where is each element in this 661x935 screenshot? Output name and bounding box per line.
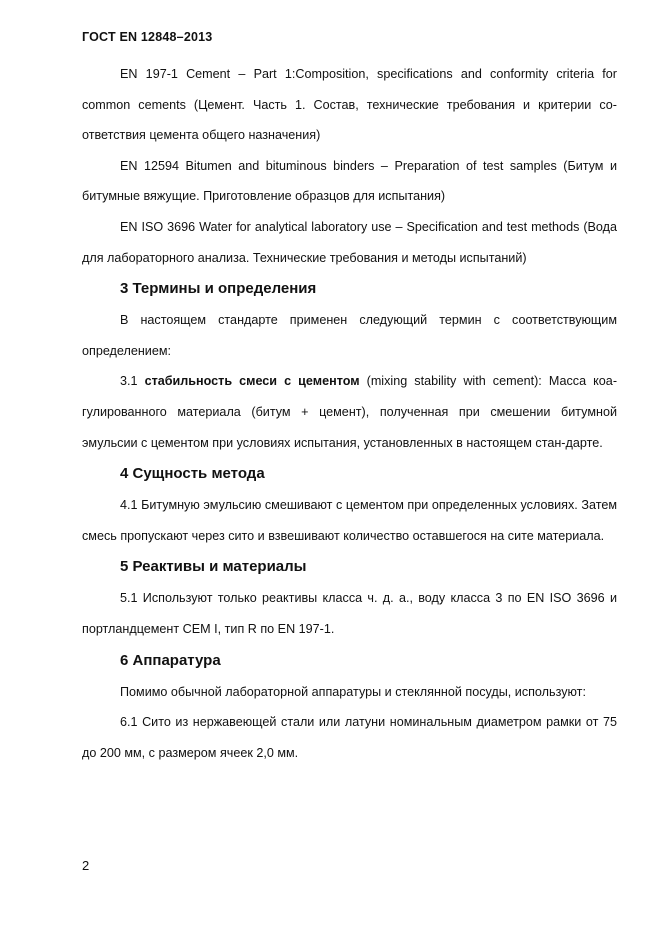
term-definition-text: (mixing stability with cement): Масса коа-гулированного материала (битум + цемент), полученная при смешении битумной эмульсии с цементом при условиях испытания, установленных в настоящем стан-дарте. bbox=[82, 374, 618, 450]
section-heading-apparatus: 6 Аппаратура bbox=[120, 651, 221, 669]
section-heading-method-principle: 4 Сущность метода bbox=[120, 465, 265, 483]
document-header: ГОСТ EN 12848–2013 bbox=[82, 30, 213, 44]
section-heading-terms: 3 Термины и определения bbox=[120, 280, 317, 298]
page-number: 2 bbox=[82, 858, 90, 873]
section-heading-reagents: 5 Реактивы и материалы bbox=[120, 558, 307, 576]
term-definition-3-1 bbox=[82, 366, 617, 458]
document-body bbox=[82, 59, 617, 768]
clause-4-1: 4.1 Битумную эмульсию смешивают с цементом при определенных условиях. Затем смесь пропускают через сито и взвешивают количество оставшегося на сите материала. bbox=[82, 498, 617, 543]
terms-intro-paragraph: В настоящем стандарте применен следующий термин с соответствующим определением: bbox=[82, 313, 617, 358]
clause-6-1: 6.1 Сито из нержавеющей стали или латуни номинальным диаметром рамки от 75 до 200 мм, с размером ячеек 2,0 мм. bbox=[82, 715, 617, 760]
normative-reference-en-iso-3696: EN ISO 3696 Water for analytical laboratory use – Specification and test methods (Вода для лабораторного анализа. Технические требования и методы испытаний) bbox=[82, 219, 617, 265]
defined-term: стабильность смеси с цементом bbox=[144, 374, 360, 389]
clause-number: 3.1 bbox=[120, 374, 138, 389]
normative-reference-en-197-1: EN 197-1 Cement – Part 1:Composition, specifications and conformity criteria for common cements (Цемент. Часть 1. Состав, технические требования и критерии со-ответствия цемента общего назначения) bbox=[82, 67, 617, 143]
clause-5-1: 5.1 Используют только реактивы класса ч. д. а., воду класса 3 по EN ISO 3696 и портландцемент CEM I, тип R по EN 197-1. bbox=[82, 591, 617, 636]
normative-reference-en-12594: EN 12594 Bitumen and bituminous binders – Preparation of test samples (Битум и битумные вяжущие. Приготовление образцов для испытания) bbox=[82, 158, 617, 204]
apparatus-intro-paragraph: Помимо обычной лабораторной аппаратуры и стеклянной посуды, используют: bbox=[120, 684, 586, 699]
